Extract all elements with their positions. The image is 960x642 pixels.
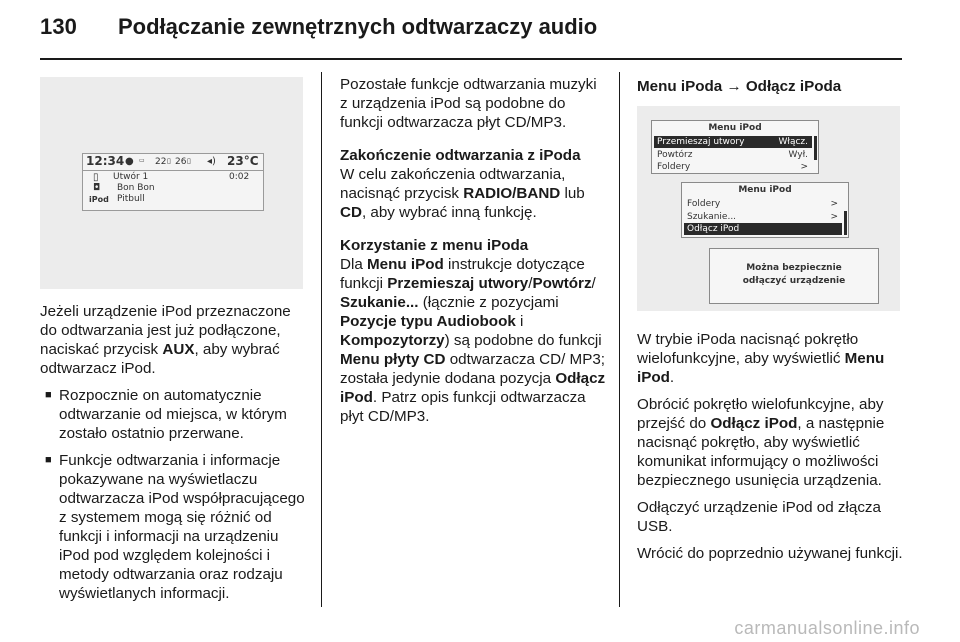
menu-title: Menu iPod — [708, 123, 762, 133]
display-time: 12:34 — [86, 154, 125, 168]
page-number: 130 — [40, 14, 78, 39]
paragraph: Pozostałe funkcje odtwarzania muzyki z urządzenia iPod są podobne do funkcji odtwarzacza płyt CD/MP3. — [340, 76, 597, 131]
track-name: Utwór 1 — [113, 172, 149, 182]
menu-screen-2 — [681, 182, 849, 238]
signal-icon: ▭ — [139, 157, 145, 164]
column-divider-1 — [321, 72, 322, 607]
album-name: Pitbull — [117, 194, 145, 204]
paragraph: Obrócić pokrętło wielofunkcyjne, aby przejść do Odłącz iPod, a następnie nacisnąć pokrętło, aby wyświetlić komunikat informujący o możliwości bezpiecznego usunięcia urządzenia. — [637, 396, 885, 489]
bullet-text: Funkcje odtwarzania i informacje pokazywane na wyświetlaczu odtwarzacza iPod współpracującego z systemem mogą się różnić od funkcji i informacji na urządzeniu iPod pod względem kolejności i metody odtwarzania oraz rodzaju wyświetlanych informacji. — [59, 452, 305, 602]
page-title: Podłączanie zewnętrznych odtwarzaczy audio — [118, 14, 598, 39]
display-temperature: 23°C — [227, 154, 259, 168]
thermometer-icon: ▯ — [167, 157, 171, 165]
menu-screen-1 — [651, 120, 819, 174]
ipod-menu-figure — [637, 106, 900, 311]
temp-inside: 26 — [175, 157, 187, 167]
artist-name: Bon Bon — [117, 183, 155, 193]
paragraph: Odłączyć urządzenie iPod od złącza USB. — [637, 499, 881, 535]
menu-row-selected: Odłącz iPod — [684, 223, 842, 235]
scrollbar — [814, 136, 817, 160]
ipod-display-figure — [40, 77, 303, 289]
menu-path: Menu iPoda → Odłącz iPoda — [637, 78, 842, 95]
column-3-body — [637, 330, 903, 563]
camera-icon: ◘ — [93, 183, 101, 193]
menu-row-selected: Przemieszaj utwory Włącz. — [654, 136, 812, 148]
paragraph: Dla Menu iPod instrukcje dotyczące funkcji Przemieszaj utwory/Powtórz/ Szukanie... (łącznie z pozycjami Pozycje typu Audiobook i Kompozytorzy) są podobne do funkcji Menu płyty CD odtwarzacza CD/ MP3; została jedynie dodana pozycja Odłącz iPod. Patrz opis funkcji odtwarzacza płyt CD/MP3. — [340, 256, 606, 425]
watermark-url: carmanualsonline.info — [734, 618, 920, 638]
menu-title: Menu iPod — [738, 185, 792, 195]
section-heading: Zakończenie odtwarzania z iPoda — [340, 147, 581, 164]
intro-paragraph: Jeżeli urządzenie iPod przeznaczone do odtwarzania jest już podłączone, naciskać przycisk AUX, aby wybrać odtwarzacz iPod. — [40, 303, 291, 377]
chevron-right-icon: > — [830, 199, 838, 209]
paragraph: Wrócić do poprzednio używanej funkcji. — [637, 545, 903, 562]
thermometer-icon-2: ▯ — [187, 157, 191, 165]
bullet-text: Rozpocznie on automatycznie odtwarzanie od miejsca, w którym zostało ostatnio przerwane. — [59, 387, 287, 442]
message-screen — [709, 248, 879, 304]
bullet-icon: ■ — [45, 454, 52, 466]
temp-outside: 22 — [155, 157, 167, 167]
column-2 — [340, 75, 608, 426]
chevron-right-icon: > — [830, 212, 838, 222]
bullet-item — [40, 386, 310, 443]
header-rule — [40, 58, 902, 60]
menu-row: Szukanie... > — [687, 212, 838, 222]
safe-remove-message: Można bezpiecznie odłączyć urządzenie — [742, 263, 846, 286]
ipod-device-icon: ▯ — [93, 172, 99, 183]
section-heading: Korzystanie z menu iPoda — [340, 237, 529, 254]
speaker-icon: ◂) — [207, 156, 216, 167]
chevron-right-icon: > — [800, 162, 808, 172]
elapsed-time: 0:02 — [229, 172, 250, 182]
scrollbar — [844, 211, 847, 235]
bullet-icon: ■ — [45, 389, 52, 401]
column-3 — [637, 77, 903, 96]
menu-row: Foldery > — [687, 199, 838, 209]
menu-row: Powtórz Wył. — [657, 150, 808, 160]
disc-icon: ● — [125, 156, 134, 167]
column-1 — [40, 302, 310, 603]
column-divider-2 — [619, 72, 620, 607]
bullet-item — [40, 451, 310, 603]
source-label: iPod — [89, 195, 109, 204]
paragraph: W celu zakończenia odtwarzania, nacisnąć przycisk RADIO/BAND lub CD, aby wybrać inną funkcję. — [340, 166, 585, 221]
paragraph: W trybie iPoda nacisnąć pokrętło wielofunkcyjne, aby wyświetlić Menu iPod. — [637, 331, 885, 386]
radio-display — [82, 153, 264, 211]
menu-row: Foldery > — [657, 162, 808, 172]
